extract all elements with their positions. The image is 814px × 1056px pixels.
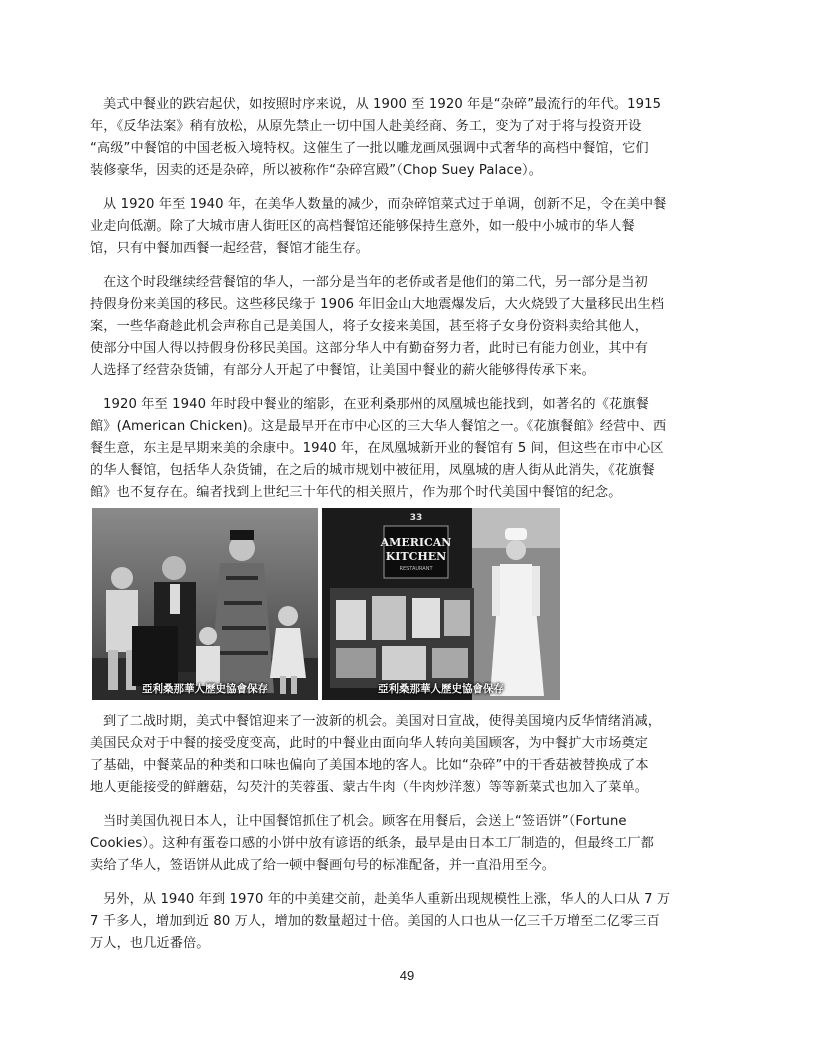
sign-line-1: AMERICAN <box>380 536 452 549</box>
paragraph-4: 1920 年至 1940 年时段中餐业的缩影，在亚利桑那州的凤凰城也能找到，如著名的《花旗餐 館》(American Chicken)。这是最早开在市中心区的三大华人餐馆之一。《花旗餐館》经营中、西 餐生意，东主是早期来美的余康中。1940 年，在凤凰城新开业的餐馆有 5 间，但这些在市中心区 的华人餐馆，包括华人杂货铺，在之后的城市规划中被征用，凤凰城的唐人街从此消失，《花旗餐 館》也不复存在。编者找到上世纪三十年代的相关照片，作为那个时代美国中餐馆的纪念。 <box>90 397 667 500</box>
text-section-bottom <box>90 711 730 955</box>
paragraph-7: 另外，从 1940 年到 1970 年的中美建交前，赴美华人重新出现规模性上涨，华人的人口从 7 万 7 千多人，增加到近 80 万人，增加的数量超过十倍。美国的人口也从一亿三千万增至二亿零三百 万人，也几近番倍。 <box>90 892 671 951</box>
paragraph-2: 从 1920 年至 1940 年，在美华人数量的减少，而杂碎馆菜式过于单调，创新不足，令在美中餐 业走向低潮。除了大城市唐人街旺区的高档餐馆还能够保持生意外，如一般中小城市的华人餐 馆，只有中餐加西餐一起经营，餐馆才能生存。 <box>90 197 667 256</box>
paragraph-1: 美式中餐业的跌宕起伏，如按照时序来说，从 1900 至 1920 年是“杂碎”最流行的年代。1915 年，《反华法案》稍有放松，从原先禁止一切中国人赴美经商、务工，变为了对于将与投资开设 “高级”中餐馆的中国老板入境特权。这催生了一批以雕龙画凤强调中式奢华的高档中餐馆，它们 装修豪华，因卖的还是杂碎，所以被称作“杂碎宫殿”（Chop Suey Palace）。 <box>90 97 662 178</box>
page-number: 49 <box>399 968 415 983</box>
paragraph-3: 在这个时段继续经营餐馆的华人，一部分是当年的老侨或者是他们的第二代，另一部分是当初 持假身份来美国的移民。这些移民缘于 1906 年旧金山大地震爆发后，大火烧毁了大量移民出生档 案，一些华裔趁此机会声称自己是美国人，将子女接来美国，甚至将子女身份资料卖给其他人， 使部分中国人得以持假身份移民美国。这部分华人中有勤奋努力者，此时已有能力创业，其中有 人选择了经营杂货铺，有部分人开起了中餐馆，让美国中餐业的薪火能够得传承下来。 <box>90 275 665 378</box>
restaurant-photo-illustration <box>322 508 560 700</box>
paragraph-6: 当时美国仇视日本人，让中国餐馆抓住了机会。顾客在用餐后，会送上“签语饼”（Fortune Cookies）。这种有蛋卷口感的小饼中放有谚语的纸条，最早是由日本工厂制造的，但最终工厂都 卖给了华人，签语饼从此成了给一顿中餐画句号的标准配备，并一直沿用至今。 <box>90 814 654 873</box>
paragraph-5: 到了二战时期，美式中餐馆迎来了一波新的机会。美国对日宣战，使得美国境内反华情绪消减， 美国民众对于中餐的接受度变高，此时的中餐业由面向华人转向美国顾客，为中餐扩大市场奠定 了基础，中餐菜品的种类和口味也偏向了美国本地的客人。比如“杂碎”中的干香菇被替换成了本 地人更能接受的鲜蘑菇，勾芡汁的芙蓉蛋、蒙古牛肉（牛肉炒洋葱）等等新菜式也加入了菜单。 <box>90 714 662 795</box>
restaurant-photo <box>322 508 560 700</box>
watermark-right: 亞利桑那華人歷史協會保存 <box>378 683 504 695</box>
sign-line-2: KITCHEN <box>385 550 447 563</box>
family-photo-illustration <box>92 508 318 700</box>
historical-photos <box>92 508 560 700</box>
sign-line-3: RESTAURANT <box>399 566 433 572</box>
watermark-left: 亞利桑那華人歷史協會保存 <box>142 683 268 695</box>
family-photo <box>92 508 318 700</box>
sign-number: 33 <box>409 513 423 523</box>
text-section-top <box>90 94 730 504</box>
